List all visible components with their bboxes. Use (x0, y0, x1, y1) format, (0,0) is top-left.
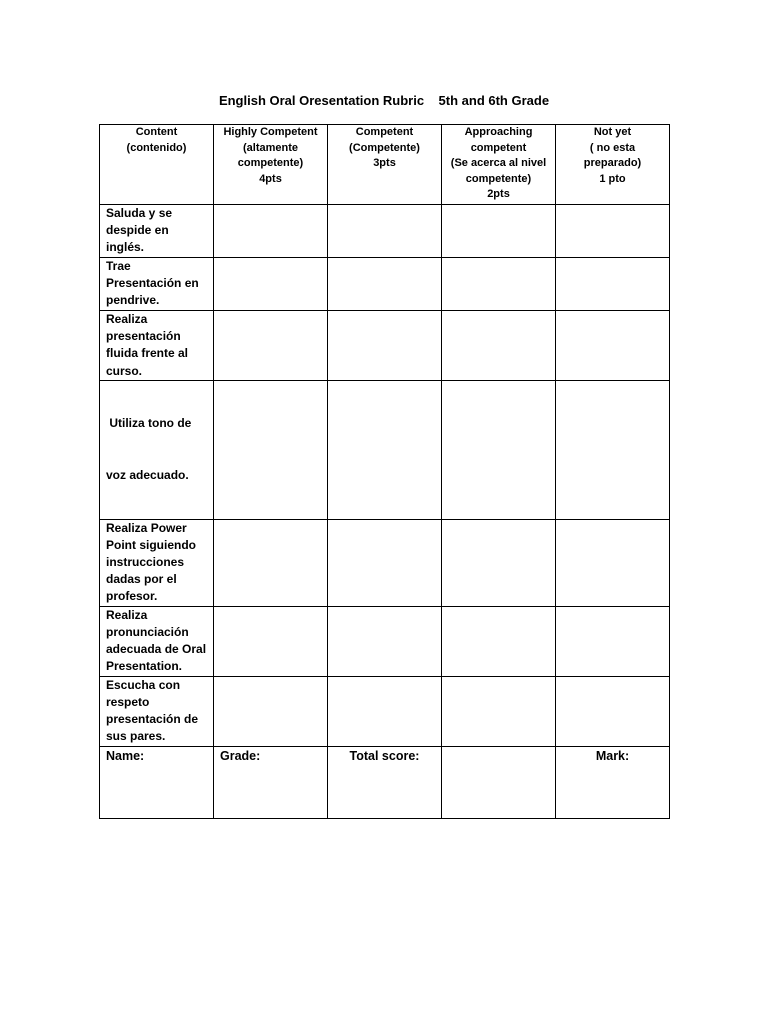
criterion-line: profesor. (106, 589, 158, 604)
criterion-line: Realiza Power (106, 520, 187, 535)
header-line: competent (470, 141, 527, 154)
score-cell[interactable] (328, 205, 442, 258)
criterion-row (100, 381, 670, 520)
header-competent (328, 125, 442, 205)
score-cell[interactable] (442, 676, 556, 746)
score-cell[interactable] (214, 258, 328, 311)
criterion-line: Escucha con (106, 677, 181, 692)
score-cell[interactable] (556, 381, 670, 520)
score-cell[interactable] (214, 606, 328, 676)
score-cell[interactable] (328, 676, 442, 746)
header-line: preparado) (583, 157, 642, 169)
header-line: competente) (237, 157, 304, 169)
score-cell[interactable] (442, 258, 556, 311)
score-cell[interactable] (556, 205, 670, 258)
header-line: (altamente (242, 141, 299, 154)
criterion-line: Realiza (106, 607, 148, 622)
score-cell[interactable] (556, 519, 670, 606)
criterion-label (100, 258, 214, 311)
criterion-line: voz adecuado. (106, 468, 189, 483)
header-line: (Competente) (349, 141, 420, 154)
score-cell[interactable] (442, 606, 556, 676)
criterion-line: curso. (106, 363, 143, 378)
header-line: ( no esta (589, 141, 636, 154)
score-cell[interactable] (442, 205, 556, 258)
criterion-label (100, 205, 214, 258)
criterion-line: Utiliza tono de (106, 416, 192, 431)
criterion-line: Point siguiendo (106, 537, 196, 552)
criterion-line: sus pares. (106, 729, 166, 744)
score-cell[interactable] (328, 519, 442, 606)
criterion-row (100, 606, 670, 676)
criterion-line: presentación (106, 329, 181, 344)
score-cell[interactable] (556, 606, 670, 676)
score-cell[interactable] (214, 311, 328, 381)
header-line: 2pts (487, 188, 510, 200)
criterion-line: dadas por el (106, 572, 177, 587)
criterion-line: respeto (106, 694, 150, 709)
criterion-row (100, 519, 670, 606)
criterion-row (100, 205, 670, 258)
grade-cell[interactable]: Grade: (214, 746, 328, 818)
score-cell[interactable] (556, 258, 670, 311)
criterion-row (100, 258, 670, 311)
header-line: competente) (465, 172, 532, 185)
criterion-line: fluida frente al (106, 346, 189, 361)
blank-footer-cell[interactable] (442, 746, 556, 818)
header-highly-competent (214, 125, 328, 205)
total-score-cell[interactable]: Total score: (328, 746, 442, 818)
footer-row (100, 746, 670, 818)
score-cell[interactable] (214, 381, 328, 520)
criterion-line: pendrive. (106, 293, 160, 308)
criterion-line: Saluda y se (106, 206, 173, 220)
header-line: Approaching (464, 126, 533, 138)
score-cell[interactable] (214, 676, 328, 746)
score-cell[interactable] (442, 381, 556, 520)
header-line: Highly Competent (223, 126, 318, 138)
criterion-row (100, 311, 670, 381)
criterion-label (100, 311, 214, 381)
score-cell[interactable] (442, 519, 556, 606)
score-cell[interactable] (214, 205, 328, 258)
mark-cell[interactable]: Mark: (556, 746, 670, 818)
criterion-line: presentación de (106, 712, 199, 727)
criterion-line: Trae (106, 259, 131, 273)
header-line: 1 pto (599, 172, 626, 185)
header-approaching (442, 125, 556, 205)
criterion-line: inglés. (106, 240, 145, 255)
criterion-label (100, 676, 214, 746)
score-cell[interactable] (214, 519, 328, 606)
header-row (100, 125, 670, 205)
criterion-line: Realiza (106, 312, 148, 326)
header-line: 4pts (259, 172, 282, 185)
header-line: Not yet (593, 126, 632, 138)
criterion-line: Presentación en (106, 276, 199, 291)
criterion-row (100, 676, 670, 746)
header-line: Competent (355, 126, 414, 138)
criterion-label (100, 606, 214, 676)
header-line: (Se acerca al nivel (450, 157, 547, 169)
criterion-label (100, 381, 214, 520)
criterion-label (100, 519, 214, 606)
criterion-line: despide en (106, 223, 169, 238)
rubric-table (99, 124, 670, 819)
score-cell[interactable] (442, 311, 556, 381)
score-cell[interactable] (556, 311, 670, 381)
header-line: 3pts (373, 157, 396, 169)
criterion-line: instrucciones (106, 555, 185, 570)
score-cell[interactable] (328, 258, 442, 311)
score-cell[interactable] (328, 381, 442, 520)
header-not-yet (556, 125, 670, 205)
score-cell[interactable] (328, 606, 442, 676)
header-line: Content (135, 126, 178, 138)
score-cell[interactable] (328, 311, 442, 381)
criterion-line: Presentation. (106, 659, 183, 674)
name-cell[interactable]: Name: (100, 746, 214, 818)
score-cell[interactable] (556, 676, 670, 746)
criterion-line: adecuada de Oral (106, 642, 207, 657)
rubric-title: English Oral Oresentation Rubric 5th and 6th Grade (218, 93, 550, 108)
criterion-line: pronunciación (106, 624, 189, 639)
header-line: (contenido) (126, 141, 187, 154)
header-content (100, 125, 214, 205)
